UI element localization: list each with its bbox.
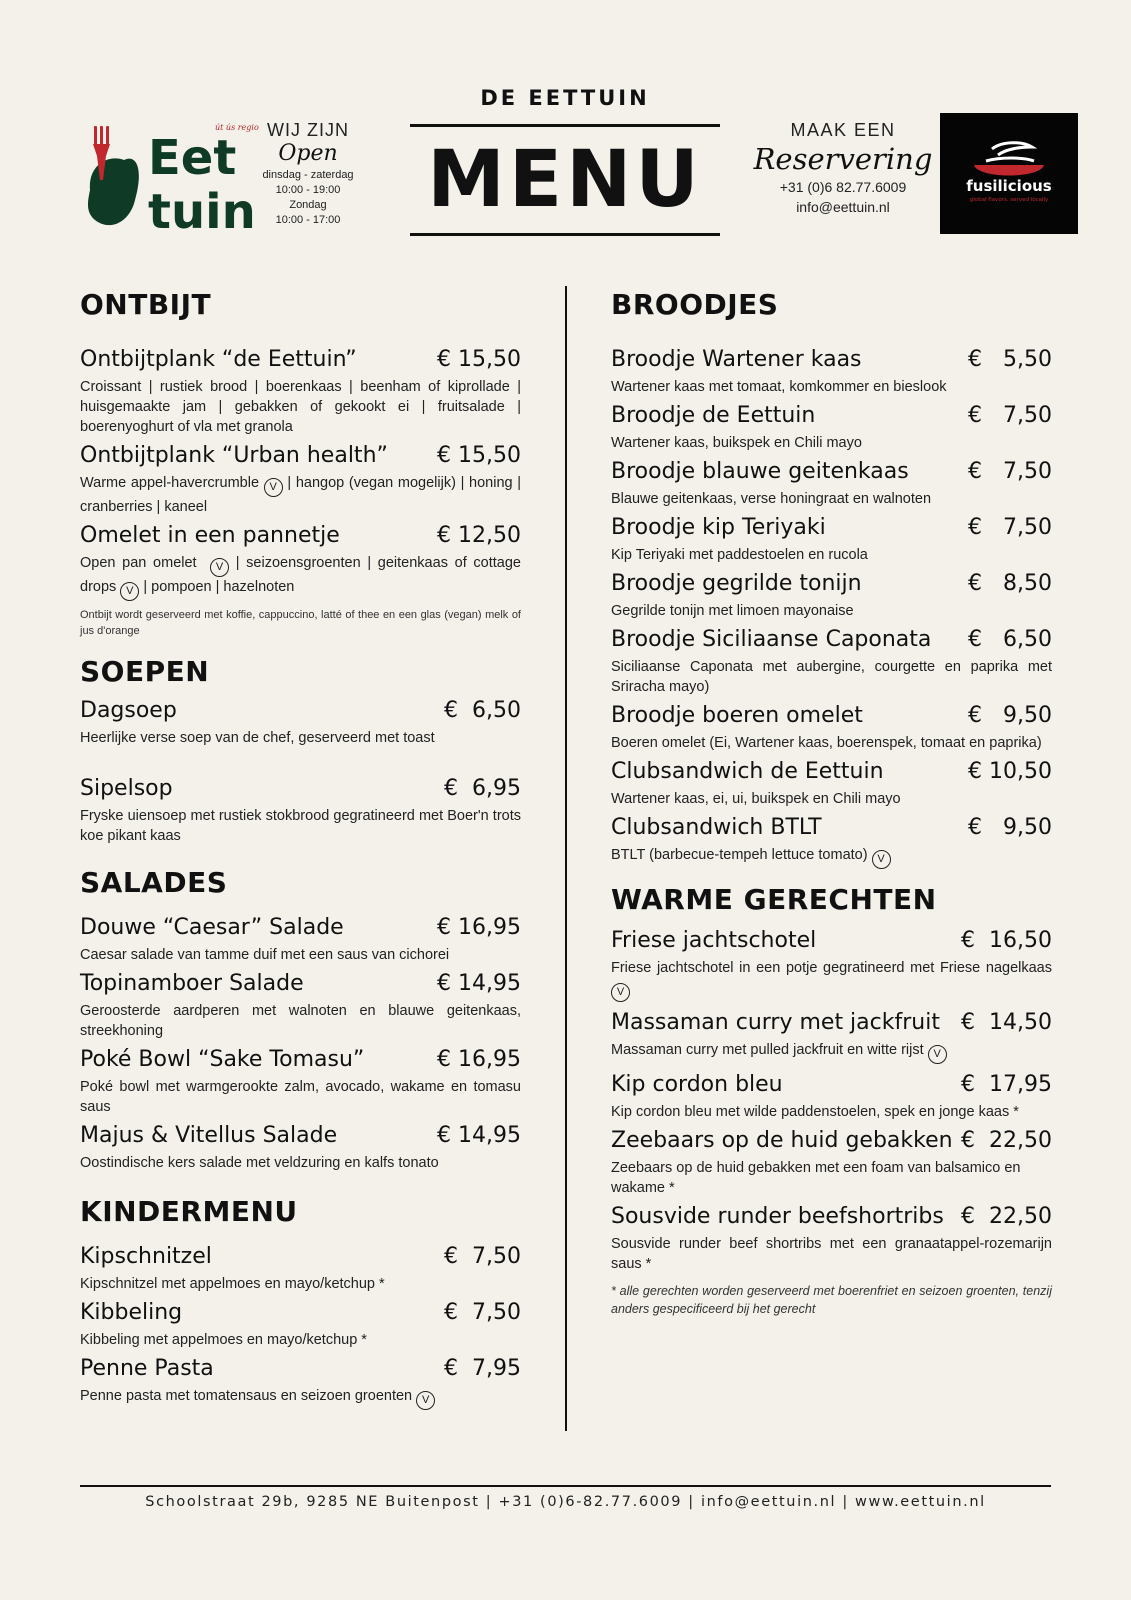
hours-line: 10:00 - 19:00: [275, 184, 341, 196]
menu-item: [611, 1010, 1052, 1064]
menu-item: [611, 1128, 1052, 1198]
item-name: Broodje de Eettuin: [611, 403, 816, 428]
item-price: € 6,95: [444, 776, 521, 801]
item-price: € 8,50: [968, 571, 1052, 596]
eettuin-logo: [80, 120, 259, 240]
item-price: € 16,95: [437, 915, 521, 940]
item-desc: Kip cordon bleu met wilde paddenstoelen, spek en jonge kaas *: [611, 1104, 1019, 1120]
menu-item: [80, 915, 521, 965]
menu-item: [80, 443, 521, 517]
partner-name: fusilicious: [966, 177, 1052, 195]
footer-contact: Schoolstraat 29b, 9285 NE Buitenpost | +31 (0)6-82.77.6009 | info@eettuin.nl | www.eettuin.nl: [145, 1494, 986, 1510]
item-name: Majus & Vitellus Salade: [80, 1123, 338, 1148]
item-desc: [80, 1386, 521, 1410]
email-link[interactable]: info@eettuin.nl: [796, 199, 890, 215]
item-desc: Blauwe geitenkaas, verse honingraat en walnoten: [611, 491, 932, 507]
item-desc: Heerlijke verse soep van de chef, geserveerd met toast: [80, 730, 435, 746]
item-price: € 7,95: [444, 1356, 521, 1381]
item-desc: [611, 958, 1052, 1002]
item-name: Broodje Siciliaanse Caponata: [611, 627, 932, 652]
item-desc: Kipschnitzel met appelmoes en mayo/ketchup *: [80, 1276, 385, 1292]
menu-item: [611, 347, 1052, 397]
item-desc-part: Massaman curry met pulled jackfruit en witte rijst: [611, 1042, 924, 1058]
item-name: Broodje gegrilde tonijn: [611, 571, 862, 596]
ontbijt-note: Ontbijt wordt geserveerd met koffie, cappuccino, latté of thee en een glas (vegan) melk of jus d'orange: [80, 609, 521, 637]
menu-item: [80, 698, 521, 748]
right-column: [611, 288, 1052, 1318]
item-desc: Sousvide runder beef shortribs met een granaatappel-rozemarijn saus *: [611, 1236, 1052, 1272]
menu-item: [80, 1123, 521, 1173]
page-title: MENU: [427, 135, 703, 225]
section-title-soepen: SOEPEN: [80, 655, 210, 688]
vegan-icon: V: [611, 983, 630, 1002]
item-desc-part: | pompoen | hazelnoten: [143, 579, 295, 595]
item-name: Douwe “Caesar” Salade: [80, 915, 344, 940]
column-divider: [565, 286, 567, 1431]
item-price: € 5,50: [968, 347, 1052, 372]
vegan-icon: V: [872, 850, 891, 869]
menu-item: [80, 1244, 521, 1294]
item-name: Zeebaars op de huid gebakken: [611, 1128, 953, 1153]
menu-item: [611, 703, 1052, 753]
menu-item: [611, 627, 1052, 697]
item-price: € 7,50: [444, 1244, 521, 1269]
item-name: Clubsandwich de Eettuin: [611, 759, 884, 784]
apple-icon: [88, 158, 139, 225]
menu-item: [80, 776, 521, 846]
item-desc: Poké bowl met warmgerookte zalm, avocado, wakame en tomasu saus: [80, 1079, 521, 1115]
item-name: Clubsandwich BTLT: [611, 815, 822, 840]
item-desc: Caesar salade van tamme duif met een saus van cichorei: [80, 947, 450, 963]
item-price: € 16,95: [437, 1047, 521, 1072]
item-desc: [611, 845, 1052, 869]
menu-item: [80, 347, 521, 437]
item-desc: Croissant | rustiek brood | boerenkaas | beenham of kiprollade | huisgemaakte jam | gebakken of gekookt ei | fruitsalade | boerenyoghurt of vla met granola: [80, 379, 521, 435]
item-price: € 22,50: [961, 1204, 1052, 1229]
menu-item: [80, 1047, 521, 1117]
section-title-warme-gerechten: WARME GERECHTEN: [611, 883, 937, 916]
item-name: Broodje boeren omelet: [611, 703, 863, 728]
menu-item: [611, 1072, 1052, 1122]
item-name: Kipschnitzel: [80, 1244, 212, 1269]
item-desc: [80, 473, 521, 517]
item-price: € 14,50: [961, 1010, 1052, 1035]
menu-item: [80, 1300, 521, 1350]
section-title-broodjes: BROODJES: [611, 288, 779, 321]
section-title-kindermenu: KINDERMENU: [80, 1195, 298, 1228]
item-desc-part: BTLT (barbecue-tempeh lettuce tomato): [611, 847, 868, 863]
item-name: Penne Pasta: [80, 1356, 214, 1381]
item-desc: Siciliaanse Caponata met aubergine, courgette en paprika met Sriracha mayo): [611, 659, 1052, 695]
item-name: Sousvide runder beefshortribs: [611, 1204, 944, 1229]
restaurant-name: DE EETTUIN: [480, 86, 650, 110]
item-price: € 14,95: [437, 1123, 521, 1148]
item-desc: Kibbeling met appelmoes en mayo/ketchup *: [80, 1332, 367, 1348]
warme-note: * alle gerechten worden geserveerd met boerenfriet en seizoen groenten, tenzij anders gespecificeerd bij het gerecht: [611, 1284, 1052, 1316]
item-name: Poké Bowl “Sake Tomasu”: [80, 1047, 365, 1072]
menu-item: [611, 759, 1052, 809]
menu-item: [80, 971, 521, 1041]
logo-tag: út ús regio: [215, 123, 259, 132]
logo-word-tuin: tuin: [148, 184, 256, 240]
item-price: € 16,50: [961, 928, 1052, 953]
menu-item: [611, 459, 1052, 509]
vegan-icon: V: [264, 478, 283, 497]
reservation-block: [743, 120, 943, 217]
item-price: € 9,50: [968, 703, 1052, 728]
item-price: € 10,50: [968, 759, 1052, 784]
menu-item: [611, 815, 1052, 869]
item-price: € 7,50: [444, 1300, 521, 1325]
fusilicious-logo: [940, 113, 1078, 234]
item-desc-part: Friese jachtschotel in een potje gegratineerd met Friese nagelkaas: [611, 960, 1052, 976]
hours-line: Zondag: [289, 199, 327, 211]
menu-item: [80, 1356, 521, 1410]
item-name: Dagsoep: [80, 698, 177, 723]
vegan-icon: V: [120, 582, 139, 601]
item-name: Broodje kip Teriyaki: [611, 515, 826, 540]
item-desc: Geroosterde aardperen met walnoten en blauwe geitenkaas, streekhoning: [80, 1003, 521, 1039]
item-name: Broodje blauwe geitenkaas: [611, 459, 909, 484]
item-desc: Zeebaars op de huid gebakken met een foam van balsamico en wakame *: [611, 1160, 1021, 1196]
item-price: € 17,95: [961, 1072, 1052, 1097]
item-desc-part: Warme appel-havercrumble: [80, 475, 260, 491]
item-desc-part: | hangop (vegan mogelijk) | honing | cranberries | kaneel: [80, 475, 522, 515]
left-column: [80, 288, 521, 1410]
section-title-salades: SALADES: [80, 866, 228, 899]
menu-title-block: [410, 86, 720, 236]
item-desc: Boeren omelet (Ei, Wartener kaas, boerenspek, tomaat en paprika): [611, 735, 1042, 751]
opening-hours: [253, 120, 363, 228]
item-name: Broodje Wartener kaas: [611, 347, 862, 372]
hours-line: dinsdag - zaterdag: [262, 169, 354, 181]
item-name: Topinamboer Salade: [80, 971, 304, 996]
item-name: Kibbeling: [80, 1300, 183, 1325]
menu-item: [611, 1204, 1052, 1274]
item-price: € 14,95: [437, 971, 521, 996]
item-desc: Wartener kaas, buikspek en Chili mayo: [611, 435, 862, 451]
item-price: € 7,50: [968, 515, 1052, 540]
menu-item: [611, 515, 1052, 565]
item-desc: Wartener kaas, ei, ui, buikspek en Chili mayo: [611, 791, 901, 807]
item-desc-part: Penne pasta met tomatensaus en seizoen groenten: [80, 1388, 413, 1404]
item-price: € 6,50: [444, 698, 521, 723]
partner-tagline: global flavors. served locally: [969, 197, 1049, 203]
item-name: Massaman curry met jackfruit: [611, 1010, 940, 1035]
footer-rule: [80, 1485, 1051, 1487]
menu-item: [611, 571, 1052, 621]
reserve-heading: MAAK EEN: [790, 120, 896, 140]
item-price: € 7,50: [968, 403, 1052, 428]
item-desc-part: | seizoensgroenten | geitenkaas of cottage drops: [80, 555, 521, 595]
item-price: € 15,50: [437, 347, 521, 372]
item-desc: Oostindische kers salade met veldzuring en kalfs tonato: [80, 1155, 439, 1171]
vegan-icon: V: [416, 1391, 435, 1410]
item-desc: Fryske uiensoep met rustiek stokbrood gegratineerd met Boer'n trots koe pikant kaas: [80, 808, 521, 844]
item-desc: Gegrilde tonijn met limoen mayonaise: [611, 603, 854, 619]
item-name: Ontbijtplank “Urban health”: [80, 443, 388, 468]
item-desc: [80, 553, 521, 601]
open-heading: WIJ ZIJN: [267, 120, 349, 140]
reserve-script: Reservering: [753, 142, 933, 176]
item-price: € 9,50: [968, 815, 1052, 840]
item-name: Omelet in een pannetje: [80, 523, 340, 548]
item-name: Sipelsop: [80, 776, 173, 801]
item-name: Ontbijtplank “de Eettuin”: [80, 347, 357, 372]
open-script: Open: [278, 141, 338, 166]
item-price: € 12,50: [437, 523, 521, 548]
item-price: € 22,50: [961, 1128, 1052, 1153]
item-price: € 15,50: [437, 443, 521, 468]
vegan-icon: V: [210, 558, 229, 577]
item-desc-part: Open pan omelet: [80, 555, 197, 571]
item-desc: [611, 1040, 1052, 1064]
title-rule-bottom: [410, 233, 720, 236]
item-price: € 7,50: [968, 459, 1052, 484]
item-desc: Wartener kaas met tomaat, komkommer en bieslook: [611, 379, 947, 395]
item-desc: Kip Teriyaki met paddestoelen en rucola: [611, 547, 868, 563]
item-name: Kip cordon bleu: [611, 1072, 783, 1097]
item-name: Friese jachtschotel: [611, 928, 817, 953]
menu-item: [611, 403, 1052, 453]
vegan-icon: V: [928, 1045, 947, 1064]
phone-number[interactable]: +31 (0)6 82.77.6009: [779, 179, 907, 195]
logo-word-eet: Eet: [148, 130, 237, 186]
menu-item: [611, 928, 1052, 1002]
section-title-ontbijt: ONTBIJT: [80, 288, 212, 321]
hours-line: 10:00 - 17:00: [275, 214, 341, 226]
menu-item: [80, 523, 521, 601]
item-price: € 6,50: [968, 627, 1052, 652]
